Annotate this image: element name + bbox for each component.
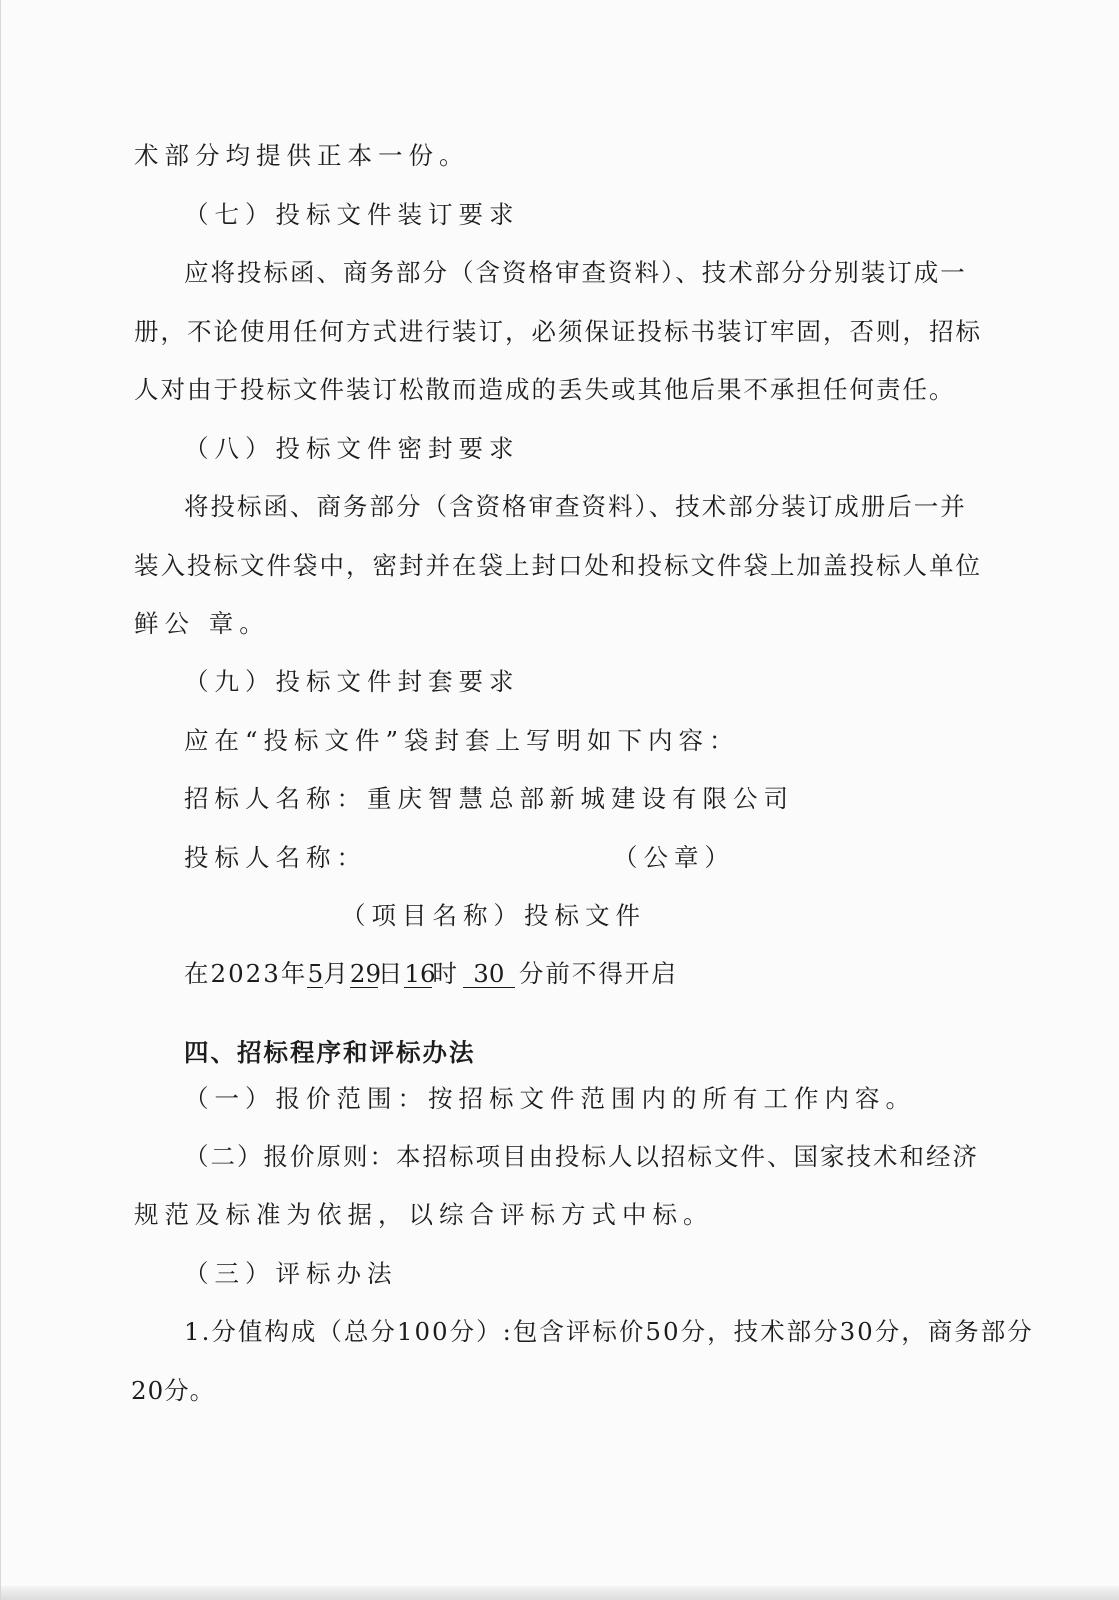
paragraph-line: 将投标函、商务部分（含资格审查资料）、技术部分装订成册后一并: [184, 492, 967, 521]
paragraph-line: 术部分均提供正本一份。: [134, 141, 470, 170]
paragraph-line: （一）报价范围：按招标文件范围内的所有工作内容。: [184, 1084, 916, 1113]
deadline-hour: 16: [404, 959, 436, 988]
paragraph-line: 鲜公 章。: [134, 609, 270, 638]
subsection-heading-binding: （七）投标文件装订要求: [184, 200, 520, 229]
scan-bottom-edge: [1, 1586, 1119, 1600]
paragraph-line: 应将投标函、商务部分（含资格审查资料）、技术部分分别装订成一: [184, 258, 967, 287]
seal-placeholder: （公章）: [613, 843, 735, 872]
subsection-heading-sealing: （八）投标文件密封要求: [184, 434, 520, 463]
paragraph-line: 人对由于投标文件装订松散而造成的丢失或其他后果不承担任何责任。: [134, 375, 956, 404]
paragraph-line: 册，不论使用任何方式进行装订，必须保证投标书装订牢固，否则，招标: [134, 317, 982, 346]
subsection-heading-evaluation: （三）评标办法: [184, 1259, 398, 1288]
paragraph-line: 规范及标准为依据，以综合评标方式中标。: [134, 1200, 714, 1229]
deadline-hour-unit: 时: [432, 959, 459, 988]
deadline-month-unit: 月: [323, 959, 350, 988]
deadline-minute: 30: [463, 961, 515, 988]
deadline-prefix: 在2023年: [184, 959, 308, 988]
subsection-heading-envelope: （九）投标文件封套要求: [184, 667, 520, 696]
paragraph-line: 装入投标文件袋中，密封并在袋上封口处和投标文件袋上加盖投标人单位: [134, 551, 982, 580]
paragraph-line: 1.分值构成（总分100分）:包含评标价50分，技术部分30分，商务部分: [184, 1317, 1034, 1346]
section-heading: 四、招标程序和评标办法: [184, 1038, 476, 1067]
tenderer-name-line: 招标人名称：重庆智慧总部新城建设有限公司: [184, 784, 794, 813]
deadline-suffix: 分前不得开启: [518, 959, 678, 988]
paragraph-line: 应在“投标文件”袋封套上写明如下内容：: [184, 726, 740, 755]
deadline-month: 5: [307, 959, 324, 988]
bidder-name-label: 投标人名称：: [184, 843, 367, 872]
paragraph-line: （二）报价原则：本招标项目由投标人以招标文件、国家技术和经济: [184, 1142, 979, 1171]
opening-deadline-line: [184, 957, 678, 991]
paragraph-line: 20分。: [131, 1376, 216, 1405]
deadline-day: 29: [349, 959, 382, 988]
deadline-day-unit: 日: [377, 959, 405, 988]
project-name-line: （项目名称）投标文件: [341, 901, 646, 930]
